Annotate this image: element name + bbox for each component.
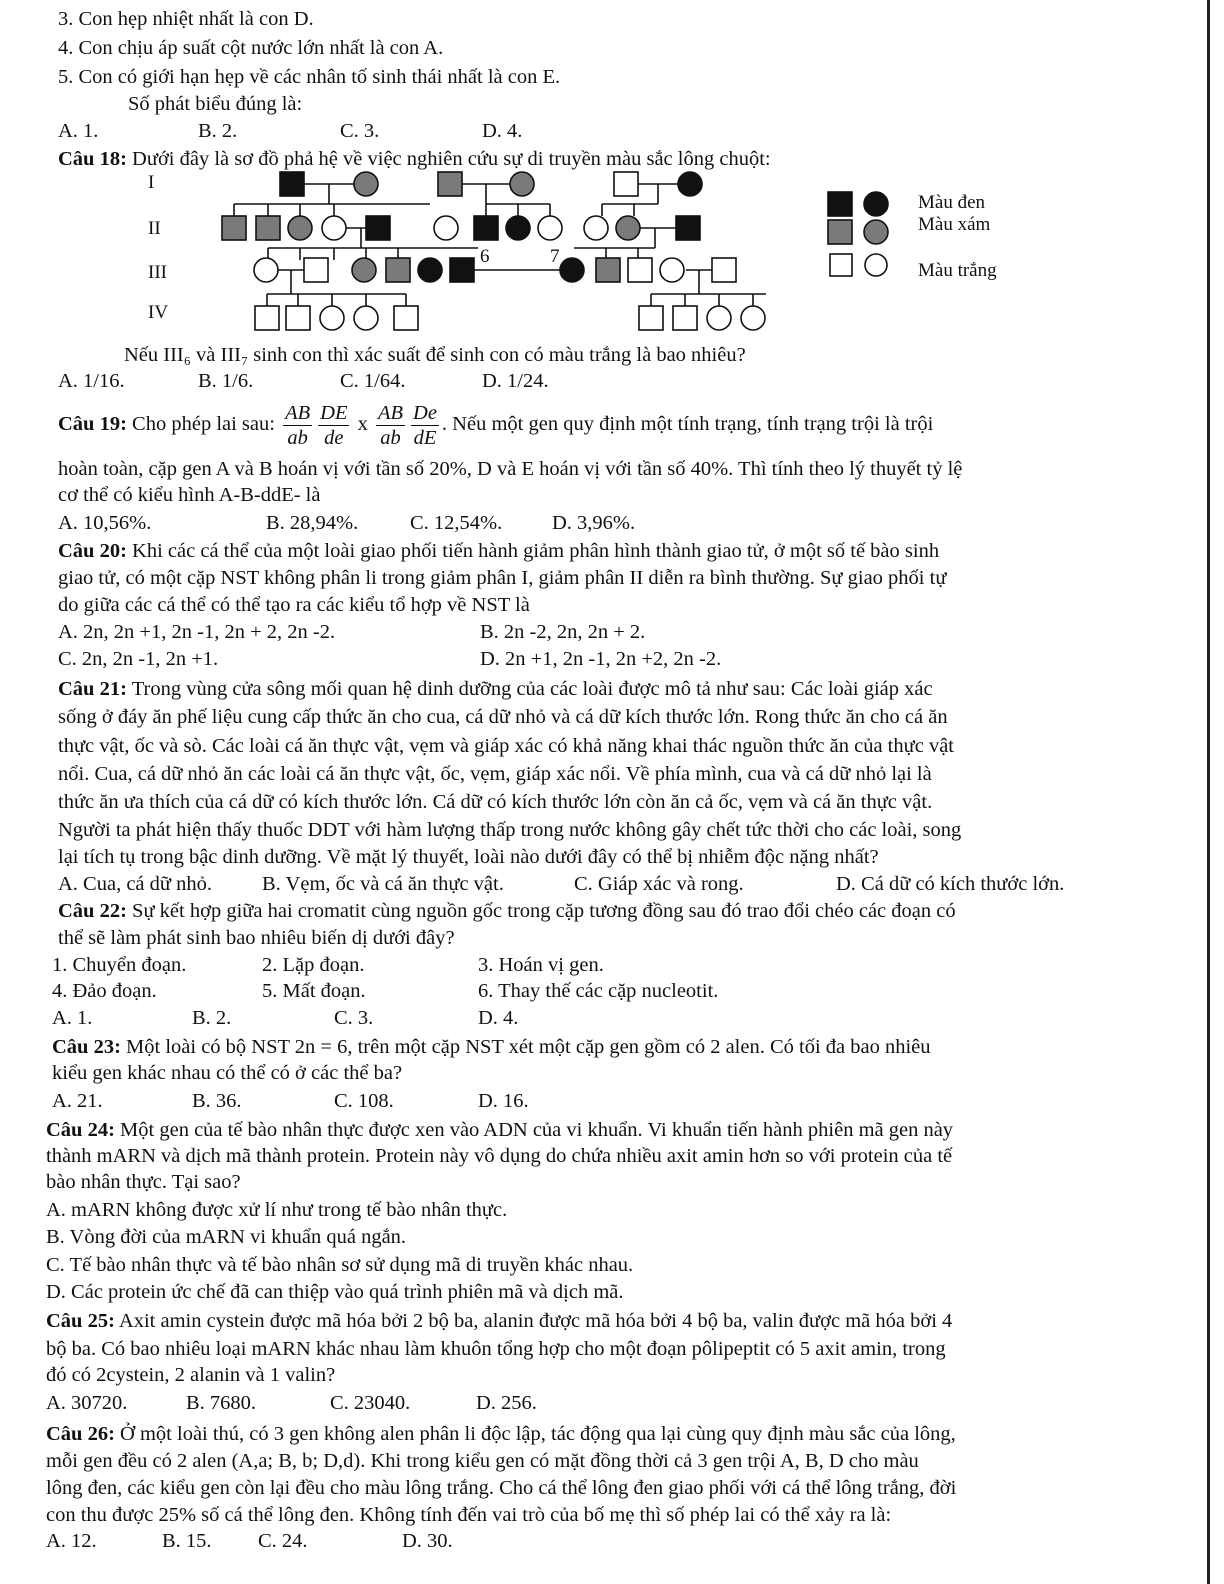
gen-IV-individuals (255, 306, 765, 330)
q19-line-3: cơ thể có kiểu hình A-B-ddE- là (58, 484, 321, 506)
q25-option-a: A. 30720. (46, 1392, 128, 1414)
q19-line-2: hoàn toàn, cặp gen A và B hoán vị với tần số 20%, D và E hoán vị với tần số 40%. Thì tính theo lý thuyết tỷ lệ (58, 458, 963, 480)
q22-option-b: B. 2. (192, 1007, 232, 1029)
III-male-gray (386, 258, 410, 282)
IV-male-white-4 (639, 306, 663, 330)
I-male-white (614, 172, 638, 196)
II-female-gray (288, 216, 312, 240)
gen-II-individuals (222, 216, 700, 240)
II-male-gray-1 (222, 216, 246, 240)
II-male-gray-2 (256, 216, 280, 240)
gen-label-III: III (148, 262, 167, 283)
pedigree-chart (140, 166, 1020, 358)
q22-option-c: C. 3. (334, 1007, 374, 1029)
II-male-black-2 (474, 216, 498, 240)
q23-label: Câu 23: (52, 1036, 121, 1058)
q23-line-1: Một loài có bộ NST 2n = 6, trên một cặp NST xét một cặp gen gồm có 2 alen. Có tối đa bao nhiêu (126, 1036, 931, 1058)
q26-label: Câu 26: (46, 1423, 115, 1445)
I-male-black (280, 172, 304, 196)
III-6-male-black (450, 258, 474, 282)
q19-fraction-1: $\frac{AB}{ab}$ (285, 401, 311, 449)
q25-option-b: B. 7680. (186, 1392, 257, 1414)
q26-option-c: C. 24. (258, 1530, 308, 1552)
q18-option-a: A. 1/16. (58, 370, 125, 392)
legend-black-circle (864, 192, 888, 216)
q23-option-b: B. 36. (192, 1090, 242, 1112)
q23-line-2: kiểu gen khác nhau có thể có ở các thể ba? (52, 1062, 403, 1084)
q26-option-d: D. 30. (402, 1530, 453, 1552)
q18-question: Nếu III₆ và III₇ sinh con thì xác suất để sinh con có màu trắng là bao nhiêu? (124, 344, 746, 366)
q26-stem (46, 1421, 956, 1447)
III-male-white-2 (628, 258, 652, 282)
IV-female-white-2 (354, 306, 378, 330)
q24-stem (46, 1117, 953, 1143)
q19-cross: x (357, 413, 368, 435)
q23-stem (52, 1034, 931, 1060)
q24-option-a: A. mARN không được xử lí như trong tế bào nhân thực. (46, 1199, 508, 1221)
q24-line-2: thành mARN và dịch mã thành protein. Protein này vô dụng do chứa nhiều axit amin hơn so với protein của tế (46, 1145, 953, 1167)
q24-line-3: bào nhân thực. Tại sao? (46, 1171, 241, 1193)
q22-item-6: 6. Thay thế các cặp nucleotit. (478, 980, 719, 1002)
q23-option-a: A. 21. (52, 1090, 103, 1112)
q25-line-2: bộ ba. Có bao nhiêu loại mARN khác nhau làm khuôn tổng hợp cho một đoạn pôlipeptit có 5 axit amin, trong (46, 1338, 946, 1360)
gen-label-II: II (148, 218, 161, 239)
q25-line-3: đó có 2cystein, 2 alanin và 1 valin? (46, 1364, 336, 1386)
q25-option-c: C. 23040. (330, 1392, 411, 1414)
III-male-white (304, 258, 328, 282)
statement-5: 5. Con có giới hạn hẹp về các nhân tố sinh thái nhất là con E. (58, 66, 561, 88)
q21-option-a: A. Cua, cá dữ nhỏ. (58, 873, 213, 895)
q24-option-c: C. Tế bào nhân thực và tế bào nhân sơ sử dụng mã di truyền khác nhau. (46, 1254, 634, 1276)
prompt: Số phát biểu đúng là: (128, 93, 303, 115)
scan-edge-line (1207, 0, 1210, 1584)
q26-option-a: A. 12. (46, 1530, 97, 1552)
q21-line-6: Người ta phát hiện thấy thuốc DDT với hàm lượng thấp trong nước không gây chết tức thời cho các loài, song (58, 819, 962, 841)
II-female-white-3 (538, 216, 562, 240)
q21-line-3: thực vật, ốc và sò. Các loài cá ăn thực vật, vẹm và giáp xác có khả năng khai thác nguồn thức ăn của thực vật (58, 735, 955, 757)
III-female-white-2 (660, 258, 684, 282)
q21-option-d: D. Cá dữ có kích thước lớn. (836, 873, 1065, 895)
q20-label: Câu 20: (58, 540, 127, 562)
q22-item-5: 5. Mất đoạn. (262, 980, 366, 1002)
q20-stem (58, 538, 939, 564)
q20-line-2: giao tử, có một cặp NST không phân li trong giảm phân I, giảm phân II diễn ra bình thường. Sự giao phối tự (58, 567, 947, 589)
statement-4: 4. Con chịu áp suất cột nước lớn nhất là con A. (58, 37, 444, 59)
q22-line-2: thể sẽ làm phát sinh bao nhiêu biến dị dưới đây? (58, 927, 455, 949)
q22-option-d: D. 4. (478, 1007, 519, 1029)
q18-option-c: C. 1/64. (340, 370, 406, 392)
q24-option-d: D. Các protein ức chế đã can thiệp vào quá trình phiên mã và dịch mã. (46, 1281, 624, 1303)
III-7-female-black (560, 258, 584, 282)
III-female-white (254, 258, 278, 282)
q21-line-7: lại tích tụ trong bậc dinh dưỡng. Về mặt lý thuyết, loài nào dưới đây có thể bị nhiễm độc nặng nhất? (58, 846, 879, 868)
I-male-gray (438, 172, 462, 196)
q26-line-1: Ở một loài thú, có 3 gen không alen phân li độc lập, tác động qua lại cùng quy định màu sắc của lông, (120, 1423, 956, 1445)
q21-line-2: sống ở đáy ăn phế liệu cung cấp thức ăn cho cua, cá dữ nhỏ và cá dữ kích thước lớn. Rong thức ăn cho cá ăn (58, 706, 948, 728)
q19-fraction-3: $\frac{AB}{ab}$ (377, 401, 404, 449)
q26-line-3: lông đen, các kiểu gen còn lại đều cho màu lông trắng. Cho cá thể lông đen giao phối với cá thể lông trắng, đời (46, 1477, 957, 1499)
q21-line-1: Trong vùng cửa sông mối quan hệ dinh dưỡng của các loài được mô tả như sau: Các loài giáp xác (131, 678, 933, 700)
q22-item-1: 1. Chuyển đoạn. (52, 954, 187, 976)
IV-male-white-1 (255, 306, 279, 330)
q18-label: Câu 18: (58, 148, 127, 170)
q21-line-5: thức ăn ưa thích của cá dữ có kích thước lớn. Cá dữ có kích thước lớn còn ăn cả ốc, vẹm và cá ăn thực vật. (58, 791, 933, 813)
q25-line-1: Axit amin cystein được mã hóa bởi 2 bộ ba, alanin được mã hóa bởi 4 bộ ba, valin được mã hóa bởi 4 (118, 1310, 953, 1332)
II-female-white (322, 216, 346, 240)
q18-option-d: D. 1/24. (482, 370, 549, 392)
II-female-black (506, 216, 530, 240)
gen-label-I: I (148, 172, 155, 193)
q17-option-d: D. 4. (482, 120, 523, 142)
q21-line-4: nổi. Cua, cá dữ nhỏ ăn các loài cá ăn thực vật, ốc, vẹm, giáp xác nổi. Về phía mình, cua và cá dữ nhỏ lại là (58, 763, 932, 785)
IV-male-white-5 (673, 306, 697, 330)
q17-option-a: A. 1. (58, 120, 99, 142)
pedigree-lines (234, 184, 766, 306)
IV-female-white-4 (741, 306, 765, 330)
legend-white-square (830, 254, 852, 276)
legend-white-circle (865, 254, 887, 276)
q26-line-4: con thu được 25% số cá thể lông đen. Không tính đến vai trò của bố mẹ thì số phép lai có thể xảy ra là: (46, 1504, 892, 1526)
q20-option-c: C. 2n, 2n -1, 2n +1. (58, 648, 219, 670)
q26-line-2: mỗi gen đều có 2 alen (A,a; B, b; D,d). Khi trong kiểu gen có mặt đồng thời cả 3 gen trội A, B, D cho màu (46, 1450, 919, 1472)
I-female-gray-2 (510, 172, 534, 196)
q23-option-c: C. 108. (334, 1090, 394, 1112)
q22-option-a: A. 1. (52, 1007, 93, 1029)
statement-3: 3. Con hẹp nhiệt nhất là con D. (58, 8, 314, 30)
q19-option-a: A. 10,56%. (58, 512, 152, 534)
legend-black-square (828, 192, 852, 216)
legend-gray-square (828, 220, 852, 244)
q22-item-2: 2. Lặp đoạn. (262, 954, 365, 976)
q24-label: Câu 24: (46, 1119, 115, 1141)
II-male-black (366, 216, 390, 240)
q19-pre: Cho phép lai sau: (132, 413, 275, 435)
IV-male-white-2 (286, 306, 310, 330)
q20-option-a: A. 2n, 2n +1, 2n -1, 2n + 2, 2n -2. (58, 621, 336, 643)
q18-option-b: B. 1/6. (198, 370, 254, 392)
q19-fraction-2: $\frac{DE}{de}$ (320, 401, 348, 449)
label-III-6: 6 (480, 246, 490, 267)
III-male-gray-2 (596, 258, 620, 282)
q25-label: Câu 25: (46, 1310, 115, 1332)
q19-option-d: D. 3,96%. (552, 512, 636, 534)
legend-gray-circle (864, 220, 888, 244)
q22-line-1: Sự kết hợp giữa hai cromatit cùng nguồn gốc trong cặp tương đồng sau đó trao đổi chéo các đoạn có (132, 900, 956, 922)
q22-item-3: 3. Hoán vị gen. (478, 954, 604, 976)
legend-white-label: Màu trắng (918, 260, 997, 281)
q19-post: . Nếu một gen quy định một tính trạng, tính trạng trội là trội (441, 413, 934, 435)
q19-option-b: B. 28,94%. (266, 512, 359, 534)
q19-option-c: C. 12,54%. (410, 512, 503, 534)
q20-line-1: Khi các cá thể của một loài giao phối tiến hành giảm phân hình thành giao tử, ở một số tế bào sinh (132, 540, 940, 562)
q26-option-b: B. 15. (162, 1530, 212, 1552)
q24-option-b: B. Vòng đời của mARN vi khuẩn quá ngắn. (46, 1226, 407, 1248)
I-female-gray (354, 172, 378, 196)
I-female-black (678, 172, 702, 196)
II-male-black-3 (676, 216, 700, 240)
q17-option-b: B. 2. (198, 120, 238, 142)
q19-stem (58, 398, 933, 450)
q20-option-d: D. 2n +1, 2n -1, 2n +2, 2n -2. (480, 648, 722, 670)
II-female-white-4 (584, 216, 608, 240)
IV-female-white-3 (707, 306, 731, 330)
IV-male-white-3 (394, 306, 418, 330)
III-female-gray (352, 258, 376, 282)
q21-label: Câu 21: (58, 678, 127, 700)
II-female-gray-2 (616, 216, 640, 240)
q22-item-4: 4. Đảo đoạn. (52, 980, 157, 1002)
label-III-7: 7 (550, 246, 560, 267)
q19-label: Câu 19: (58, 413, 127, 435)
q24-line-1: Một gen của tế bào nhân thực được xen vào ADN của vi khuẩn. Vi khuẩn tiến hành phiên mã gen này (120, 1119, 954, 1141)
III-male-white-3 (712, 258, 736, 282)
q25-stem (46, 1308, 952, 1334)
q25-option-d: D. 256. (476, 1392, 537, 1414)
legend-gray-label: Màu xám (918, 214, 991, 235)
pedigree-legend (828, 192, 997, 281)
q22-label: Câu 22: (58, 900, 127, 922)
gen-III-individuals (254, 246, 736, 282)
q18-text: Dưới đây là sơ đồ phả hệ về việc nghiên cứu sự di truyền màu sắc lông chuột: (132, 148, 771, 170)
q22-stem (58, 898, 956, 924)
q23-option-d: D. 16. (478, 1090, 529, 1112)
q20-option-b: B. 2n -2, 2n, 2n + 2. (480, 621, 646, 643)
q21-stem (58, 676, 933, 702)
III-female-black (418, 258, 442, 282)
q20-line-3: do giữa các cá thể có thể tạo ra các kiểu tổ hợp về NST là (58, 594, 530, 616)
q21-option-c: C. Giáp xác và rong. (574, 873, 744, 895)
q19-fraction-4: $\frac{De}{dE}$ (413, 401, 437, 449)
II-female-white-2 (434, 216, 458, 240)
IV-female-white-1 (320, 306, 344, 330)
legend-black-label: Màu đen (918, 192, 986, 213)
q21-option-b: B. Vẹm, ốc và cá ăn thực vật. (262, 873, 504, 895)
q17-option-c: C. 3. (340, 120, 380, 142)
gen-label-IV: IV (148, 302, 169, 323)
